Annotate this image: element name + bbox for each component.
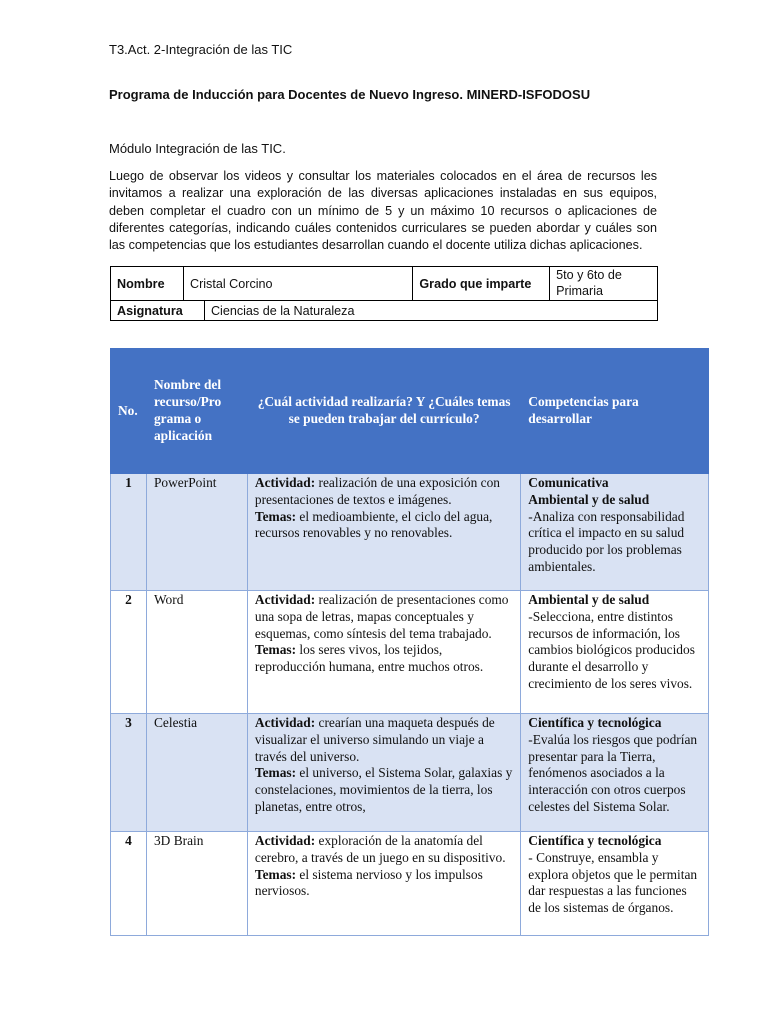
competency-title: Comunicativa bbox=[528, 475, 609, 490]
table-row bbox=[111, 474, 709, 591]
resource-name: 3D Brain bbox=[146, 832, 247, 936]
resource-name: Word bbox=[146, 591, 247, 714]
topics-text: el universo, el Sistema Solar, galaxias y constelaciones, movimientos de la tierra, los planetas, entre otros, bbox=[254, 765, 513, 814]
subject-row bbox=[111, 301, 658, 321]
table-row bbox=[111, 591, 709, 714]
row-number: 4 bbox=[111, 832, 147, 936]
subject-value: Ciencias de la Naturaleza bbox=[204, 301, 657, 321]
activity-label: Actividad: bbox=[254, 592, 316, 607]
activity-label: Actividad: bbox=[254, 715, 316, 730]
program-title: Programa de Inducción para Docentes de Nuevo Ingreso. MINERD-ISFODOSU bbox=[109, 87, 591, 102]
header-competencies: Competencias para desarrollar bbox=[521, 349, 709, 474]
competency-title: Ambiental y de salud bbox=[528, 592, 650, 607]
activity-text: crearían una maqueta después de visualizar el universo simulando un viaje a través del universo. bbox=[254, 715, 495, 764]
module-title: Módulo Integración de las TIC. bbox=[109, 141, 286, 156]
competency-title: Científica y tecnológica bbox=[528, 715, 662, 730]
header-no: No. bbox=[111, 349, 147, 474]
activity-text: realización de una exposición con presentaciones de textos e imágenes. bbox=[254, 475, 500, 507]
competency-description: -Evalúa los riesgos que podrían presentar para la Tierra, fenómenos asociados a la interacción con otros cuerpos celestes del Sistema Solar. bbox=[528, 731, 698, 814]
row-number: 2 bbox=[111, 591, 147, 714]
document-id: T3.Act. 2-Integración de las TIC bbox=[109, 42, 293, 57]
resource-name: Celestia bbox=[146, 714, 247, 832]
intro-paragraph: Luego de observar los videos y consultar los materiales colocados en el área de recursos les invitamos a realizar una exploración de las diversas aplicaciones instaladas en sus equipos, deben completar el cuadro con un mínimo de 5 y un máximo 10 recursos o aplicaciones de diferentes categorías, indicando cuáles contenidos curriculares se pueden abordar y cuáles son las competencias que los estudiantes desarrollan cuando el docente utiliza dichas aplicaciones. bbox=[109, 169, 657, 253]
activity-text: realización de presentaciones como una sopa de letras, mapas conceptuales y esquemas, como síntesis del tema trabajado. bbox=[254, 592, 509, 641]
competency-cell bbox=[521, 591, 709, 714]
topics-text: los seres vivos, los tejidos, reproducción humana, entre muchos otros. bbox=[254, 642, 484, 675]
topics-label: Temas: bbox=[254, 642, 297, 658]
competency-title-secondary: Ambiental y de salud bbox=[528, 491, 650, 507]
subject-label: Asignatura bbox=[111, 301, 205, 321]
row-number: 1 bbox=[111, 474, 147, 591]
activity-cell bbox=[247, 714, 520, 832]
resources-table bbox=[110, 348, 709, 936]
competency-title: Científica y tecnológica bbox=[528, 833, 662, 848]
header-activity: ¿Cuál actividad realizaría? Y ¿Cuáles temas se pueden trabajar del currículo? bbox=[247, 349, 520, 474]
activity-cell bbox=[247, 474, 520, 591]
activity-text: exploración de la anatomía del cerebro, a través de un juego en su dispositivo. bbox=[254, 833, 506, 865]
activity-label: Actividad: bbox=[254, 833, 316, 848]
resource-name: PowerPoint bbox=[146, 474, 247, 591]
grade-label: Grado que imparte bbox=[413, 267, 550, 301]
competency-cell bbox=[521, 832, 709, 936]
row-number: 3 bbox=[111, 714, 147, 832]
competency-description: -Selecciona, entre distintos recursos de información, los cambios biológicos producidos durante el desarrollo y crecimiento de los seres vivos. bbox=[528, 608, 695, 691]
teacher-info-row bbox=[111, 267, 658, 301]
competency-cell bbox=[521, 474, 709, 591]
topics-label: Temas: bbox=[254, 508, 297, 524]
competency-cell bbox=[521, 714, 709, 832]
grade-value: 5to y 6to de Primaria bbox=[550, 267, 658, 301]
topics-text: el medioambiente, el ciclo del agua, recursos renovables y no renovables. bbox=[254, 508, 493, 541]
topics-label: Temas: bbox=[254, 765, 297, 781]
activity-label: Actividad: bbox=[254, 475, 316, 490]
teacher-info-table bbox=[110, 266, 658, 321]
activity-cell bbox=[247, 591, 520, 714]
topics-label: Temas: bbox=[254, 866, 297, 882]
competency-description: - Construye, ensambla y explora objetos que le permitan dar respuestas a las funciones de los sistemas de órganos. bbox=[528, 849, 698, 916]
table-header-row bbox=[111, 349, 709, 474]
topics-text: el sistema nervioso y los impulsos nerviosos. bbox=[254, 866, 483, 899]
competency-description: -Analiza con responsabilidad crítica el impacto en su salud producido por los problemas ambientales. bbox=[528, 508, 685, 574]
table-row bbox=[111, 714, 709, 832]
activity-cell bbox=[247, 832, 520, 936]
table-row bbox=[111, 832, 709, 936]
header-resource: Nombre del recurso/Pro grama o aplicación bbox=[146, 349, 247, 474]
name-label: Nombre bbox=[111, 267, 184, 301]
name-value: Cristal Corcino bbox=[183, 267, 412, 301]
